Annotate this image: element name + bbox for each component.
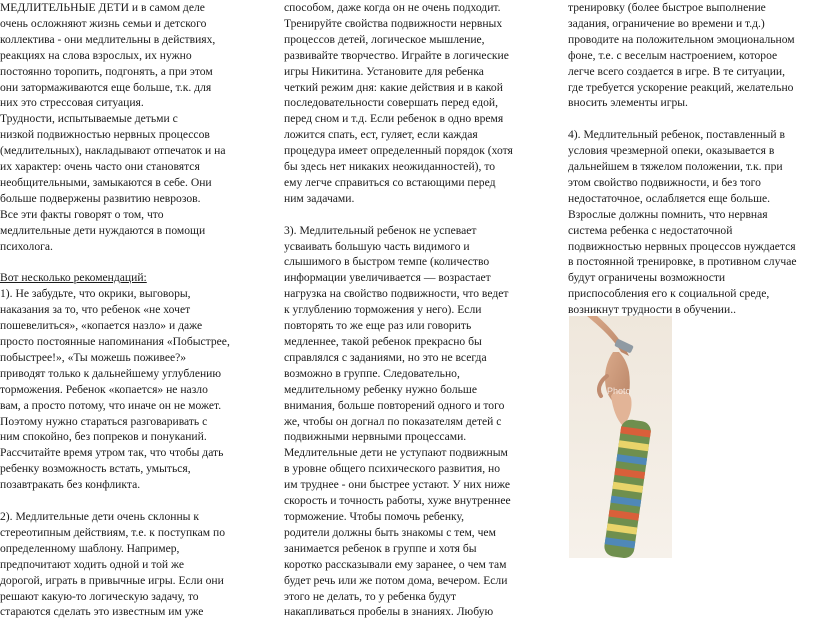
rec4-line: приспособления его к социальной среде, <box>568 287 770 301</box>
rec3-line: нагрузка на свойство подвижности, что ведет <box>284 287 509 301</box>
rec3-line: им труднее - они быстрее устают. У них ниже <box>284 478 510 492</box>
rec2-cont-line: четкий режим дня: какие действия и в какой <box>284 80 503 94</box>
rec3-line: Медлительные дети не уступают подвижным <box>284 446 508 460</box>
rec1-line: приводят только к дальнейшему углублению <box>0 366 222 380</box>
rec4-line: недостаточное, ослабляется еще больше. <box>568 191 771 205</box>
intro-line: медлительные дети нуждаются в помощи <box>0 223 206 237</box>
rec3-line: к углублению торможения у него). Если <box>284 303 482 317</box>
rec2-cont-line: последовательности совершать перед едой, <box>284 96 499 110</box>
rec1-line: 1). Не забудьте, что окрики, выговоры, <box>0 287 191 301</box>
rec2-line: решают какую-то логическую задачу, то <box>0 589 199 603</box>
rec2-cont-line: процедура имеет определенный порядок (хотя <box>284 144 513 158</box>
recommendation-3-continued <box>568 0 816 111</box>
rec1-line: Рассчитайте время утром так, что чтобы дать <box>0 446 224 460</box>
rec4-line: возникнут трудности в обучении.. <box>568 303 737 317</box>
rec3-line: возможно в группе. Следовательно, <box>284 366 460 380</box>
intro-line: больше подвержены развитию неврозов. <box>0 191 201 205</box>
rec1-line: побыстрее!», «Ты можешь поживее?» <box>0 350 187 364</box>
rec4-line: этом свойство подвижности, и без того <box>568 175 761 189</box>
intro-line: психолога. <box>0 239 53 253</box>
rec2-cont-line: ему легче справиться со встающими перед <box>284 175 496 189</box>
rec1-line: Поэтому нужно стараться разговаривать с <box>0 414 208 428</box>
rec3-cont-line: проводите на положительном эмоциональном <box>568 32 795 46</box>
recommendation-3 <box>284 223 546 620</box>
rec3-line: будет речь или же потом дома, вечером. Если <box>284 573 508 587</box>
recommendation-2 <box>0 509 276 620</box>
intro-line: них это стрессовая ситуация. <box>0 96 144 110</box>
recommendation-4 <box>568 127 816 318</box>
rec3-line: информации увеличивается — возрастает <box>284 271 491 285</box>
rec3-line: накапливаться пробелы в знаниях. Любую <box>284 605 494 619</box>
rec1-line: вам, а просто потому, что иначе он не может. <box>0 398 222 412</box>
text-column-1 <box>0 0 276 620</box>
rec3-line: этого не делать, то у ребенка будут <box>284 589 457 603</box>
recommendations-heading: Вот несколько рекомендаций: <box>0 271 147 285</box>
rec3-cont-line: тренировку (более быстрое выполнение <box>568 1 766 14</box>
rec3-line: 3). Медлительный ребенок не успевает <box>284 223 477 237</box>
rec2-line: дорогой, играть в привычные игры. Если они <box>0 573 224 587</box>
rec2-cont-line: Тренируйте свойства подвижности нервных <box>284 16 503 30</box>
rec3-cont-line: где требуется ускорение реакций, желательно <box>568 80 794 94</box>
rec1-line: наказания за то, что ребенок «не хочет <box>0 303 191 317</box>
intro-line: очень осложняют жизнь семьи и детского <box>0 16 207 30</box>
rec3-cont-line: задания, ограничение во времени и т.д.) <box>568 16 765 30</box>
rec3-line: повторять то же еще раз или говорить <box>284 319 472 333</box>
rec1-line: ребенку возможность встать, умыться, <box>0 462 191 476</box>
rec2-line: стереотипным действиям, т.е. к поступкам по <box>0 525 226 539</box>
rec1-line: пошевелиться», «копается назло» и даже <box>0 319 203 333</box>
rec2-cont-line: перед сном и т.д. Если ребенок в одно время <box>284 112 504 126</box>
rec3-line: скорость и точность работы, хуже внутреннее <box>284 494 511 508</box>
rec2-cont-line: процессов детей, логическое мышление, <box>284 32 485 46</box>
rec2-cont-line: ложится спать, ест, гуляет, если каждая <box>284 128 478 142</box>
intro-line: низкой подвижностью нервных процессов <box>0 128 210 142</box>
rec2-cont-line: развивайте творчество. Играйте в логические <box>284 48 509 62</box>
rec3-line: внимания, больше повторений одного и того <box>284 398 505 412</box>
intro-line: Все эти факты говорят о том, что <box>0 207 164 221</box>
rec2-cont-line: бы здесь нет никаких неожиданностей), то <box>284 160 496 174</box>
rec3-line: подвижными нервными процессами. <box>284 430 467 444</box>
photo-watermark: Photo <box>607 386 631 396</box>
rec1-line: торможения. Ребенок «копается» не назло <box>0 382 208 396</box>
rec3-line: справлялся с заданиями, но это не всегда <box>284 350 487 364</box>
intro-line: их характер: очень часто они становятся <box>0 160 200 174</box>
intro-line: (медлительных), накладывают отпечаток и на <box>0 144 226 158</box>
rec3-line: родители должны быть знакомы с тем, чем <box>284 525 496 539</box>
rec2-cont-line: ним задачами. <box>284 191 355 205</box>
recommendation-1 <box>0 286 276 493</box>
rec3-line: медлительному ребенку нужно больше <box>284 382 477 396</box>
rec2-line: предпочитают ходить одной и той же <box>0 557 185 571</box>
paragraph-intro <box>0 0 276 255</box>
intro-line: коллектива - они медлительны в действиях, <box>0 32 216 46</box>
rec3-cont-line: легче всего создается в игре. В те ситуации, <box>568 64 786 78</box>
rec2-line: 2). Медлительные дети очень склонны к <box>0 509 199 523</box>
rec2-cont-line: игры Никитина. Установите для ребенка <box>284 64 484 78</box>
rec3-line: слышимого в быстром темпе (количество <box>284 255 490 269</box>
rec3-line: же, чтобы он догнал по показателям детей с <box>284 414 502 428</box>
rec1-line: просто постоянные напоминания «Побыстрее, <box>0 335 230 349</box>
rec3-line: медленнее, такой ребенок прекрасно бы <box>284 335 482 349</box>
hands-illustration <box>569 316 672 558</box>
rec1-line: позавтракать без конфликта. <box>0 478 141 492</box>
rec3-line: торможение. Чтобы помочь ребенку, <box>284 509 465 523</box>
rec3-line: в уровне общего психического развития, но <box>284 462 500 476</box>
text-column-3 <box>568 0 816 318</box>
intro-line: постоянно торопить, подгонять, а при этом <box>0 64 213 78</box>
rec3-line: усваивать большую часть видимого и <box>284 239 470 253</box>
text-column-2 <box>284 0 546 620</box>
rec4-line: в постоянной тренировке, в противном случае <box>568 255 797 269</box>
rec3-cont-line: вносить элементы игры. <box>568 96 688 110</box>
intro-line: необщительными, замыкаются в себе. Они <box>0 175 212 189</box>
rec4-line: подвижностью нервных процессов нуждается <box>568 239 796 253</box>
rec4-line: условия чрезмерной опеки, оказывается в <box>568 144 775 158</box>
intro-line: они затормаживаются еще больше, т.к. для <box>0 80 212 94</box>
intro-line: Трудности, испытываемые детьми с <box>0 112 178 126</box>
rec3-line: занимается ребенок в группе и хотя бы <box>284 541 477 555</box>
rec1-line: ним спокойно, без попреков и понуканий. <box>0 430 207 444</box>
rec4-line: система ребенка с недостаточной <box>568 223 733 237</box>
recommendation-2-continued <box>284 0 546 207</box>
rec4-line: дальнейшем в тяжелом положении, т.к. при <box>568 160 783 174</box>
intro-line: МЕДЛИТЕЛЬНЫЕ ДЕТИ и в самом деле <box>0 1 205 14</box>
rec2-cont-line: способом, даже когда он не очень подходит. <box>284 1 501 14</box>
hands-photo <box>569 316 672 558</box>
rec4-line: будут ограничены возможности <box>568 271 726 285</box>
rec2-line: определенному шаблону. Например, <box>0 541 180 555</box>
rec2-line: стараются сделать это известным им уже <box>0 605 204 619</box>
intro-line: реакциях на слова взрослых, их нужно <box>0 48 192 62</box>
rec3-cont-line: фоне, т.е. с веселым настроением, которое <box>568 48 778 62</box>
rec3-line: коротко рассказывали ему заранее, о чем там <box>284 557 507 571</box>
rec4-line: 4). Медлительный ребенок, поставленный в <box>568 128 785 142</box>
rec4-line: Взрослые должны помнить, что нервная <box>568 207 768 221</box>
